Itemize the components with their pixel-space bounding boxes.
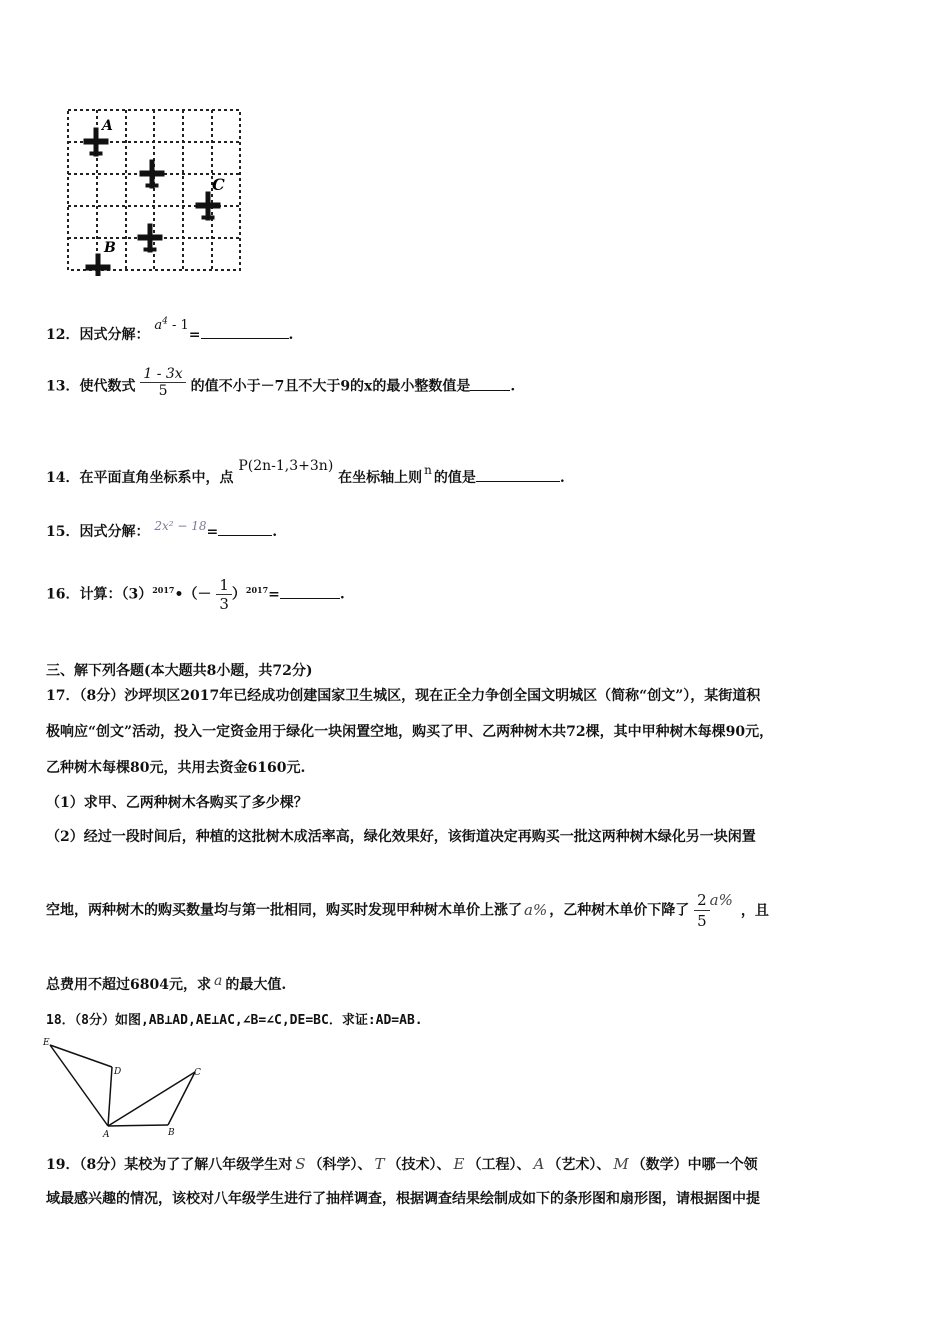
q17-line6b: ，乙种树木单价下降了 xyxy=(549,902,690,919)
q17-frac-den: 5 xyxy=(697,912,707,930)
q17-line7a: 总费用不超过6804元，求 xyxy=(46,977,211,993)
q14-text1: 在平面直角坐标系中，点 xyxy=(79,470,234,486)
label-a: A xyxy=(103,1130,110,1140)
question-12 xyxy=(46,316,294,344)
label-b: B xyxy=(104,240,116,256)
q16-text: 计算：（3） xyxy=(79,586,153,603)
q19-e: E xyxy=(453,1155,465,1173)
label-e: E xyxy=(43,1038,50,1048)
question-15 xyxy=(46,521,277,541)
q18-text: 18．（8分）如图,AB⊥AD,AE⊥AC,∠B=∠C,DE=BC．求证:AD=AB. xyxy=(46,1013,423,1028)
q14-end: . xyxy=(559,470,565,486)
q17-part2: （2）经过一段时间后，种植的这批树木成活率高，绿化效果好，该街道决定再购买一批这两种树木绿化另一块闲置 xyxy=(46,829,756,845)
q15-equals: = xyxy=(206,524,219,540)
q17-line6c: ，且 xyxy=(740,902,769,919)
q13-answer-blank[interactable] xyxy=(470,376,510,391)
q17-var-a: a xyxy=(213,973,223,989)
q19-line1 xyxy=(46,1154,758,1175)
q14-text3: 的值是 xyxy=(433,470,476,486)
q12-rest: - 1 xyxy=(167,318,189,333)
question-14 xyxy=(46,458,565,487)
q15-expression: 2𝑥² − 18 xyxy=(154,519,207,533)
q12-end: . xyxy=(288,327,294,343)
q16-exponent-1: 2017 xyxy=(152,584,175,595)
q16-exponent-2: 2017 xyxy=(245,584,269,595)
q15-text: 因式分解： xyxy=(79,524,150,540)
q15-end: . xyxy=(272,524,278,540)
q12-base: a xyxy=(154,318,163,333)
q16-answer-blank[interactable] xyxy=(280,584,340,599)
q19-t2: （技术）、 xyxy=(387,1157,451,1173)
q16-fraction xyxy=(216,576,232,613)
q13-fraction xyxy=(140,366,185,399)
q14-number: 14． xyxy=(46,470,80,486)
q17-fraction xyxy=(694,890,710,931)
q13-frac-den: 5 xyxy=(158,383,168,399)
label-c: C xyxy=(212,175,225,194)
q12-answer-blank[interactable] xyxy=(201,324,289,339)
q15-answer-blank[interactable] xyxy=(218,521,272,536)
q14-answer-blank[interactable] xyxy=(476,467,560,482)
q19-line1a: 19．（8分）某校为了了解八年级学生对 xyxy=(46,1157,293,1173)
airplane-grid-figure xyxy=(62,104,246,276)
q19-t5: （数学）中哪一个领 xyxy=(631,1157,758,1173)
q13-text2: 的值不小于－7且不大于9的x的最小整数值是 xyxy=(190,378,471,395)
q13-number: 13． xyxy=(46,378,80,395)
q19-t4: （艺术）、 xyxy=(547,1157,611,1173)
q16-number: 16． xyxy=(46,586,80,603)
label-b: B xyxy=(168,1128,175,1138)
question-16 xyxy=(46,576,345,613)
q14-var: n xyxy=(424,463,432,477)
q12-number: 12． xyxy=(46,327,80,343)
q12-equals: = xyxy=(188,327,201,343)
q19-line2: 域最感兴趣的情况，该校对八年级学生进行了抽样调查，根据调查结果绘制成如下的条形图和扇形图，请根据图中提 xyxy=(46,1191,760,1207)
q17-line6 xyxy=(46,890,769,931)
question-13 xyxy=(46,366,516,403)
q16-frac-den: 3 xyxy=(219,595,229,613)
q13-end: . xyxy=(510,378,516,395)
airplane-icon xyxy=(140,160,164,188)
q17-pct1: a% xyxy=(524,900,548,919)
q17-line3: 乙种树木每棵80元，共用去资金6160元. xyxy=(46,760,306,776)
label-c: C xyxy=(194,1068,201,1078)
q17-line1: 17．（8分）沙坪坝区2017年已经成功创建国家卫生城区，现在正全力争创全国文明城区（简称“创文”），某街道积 xyxy=(46,688,761,704)
airplane-icon xyxy=(138,224,162,252)
q14-point: P(2n-1,3+3n) xyxy=(238,458,334,474)
q17-frac-num: 2 xyxy=(694,890,710,911)
q17-part1: （1）求甲、乙两种树木各购买了多少棵？ xyxy=(46,795,308,811)
q19-s: S xyxy=(295,1155,306,1173)
q17-line7b: 的最大值. xyxy=(225,977,287,993)
label-d: D xyxy=(114,1067,122,1077)
q14-text2: 在坐标轴上则 xyxy=(338,470,423,486)
q19-t3: （工程）、 xyxy=(467,1157,531,1173)
q19-m: M xyxy=(613,1155,629,1173)
q12-exponent: 4 xyxy=(162,316,168,327)
q13-frac-num: 1 - 3x xyxy=(140,366,185,383)
q16-equals: = xyxy=(268,586,280,603)
q19-t: T xyxy=(374,1155,385,1173)
q16-frac-num: 1 xyxy=(216,576,232,595)
q17-line7 xyxy=(46,975,286,995)
q16-end: . xyxy=(339,586,345,603)
q13-text1: 使代数式 xyxy=(79,378,136,395)
airplane-icon xyxy=(196,192,220,220)
q18-figure xyxy=(40,1037,210,1142)
q17-pct2: a% xyxy=(709,890,733,909)
q15-number: 15． xyxy=(46,524,80,540)
q19-a: A xyxy=(533,1155,545,1173)
q17-line6a: 空地，两种树木的购买数量均与第一批相同，购买时发现甲种树木单价上涨了 xyxy=(46,902,522,919)
q16-close: ） xyxy=(231,586,246,603)
q12-text: 因式分解： xyxy=(79,327,150,343)
q16-dot: •（－ xyxy=(174,586,212,603)
airplane-icon xyxy=(86,254,110,276)
label-a: A xyxy=(102,118,113,134)
section-3-title: 三、解下列各题(本大题共8小题，共72分) xyxy=(46,663,313,679)
q19-t1: （科学）、 xyxy=(308,1157,372,1173)
q17-line2: 极响应“创文”活动，投入一定资金用于绿化一块闲置空地，购买了甲、乙两种树木共72棵，其中甲种树木每棵90元， xyxy=(46,724,774,740)
